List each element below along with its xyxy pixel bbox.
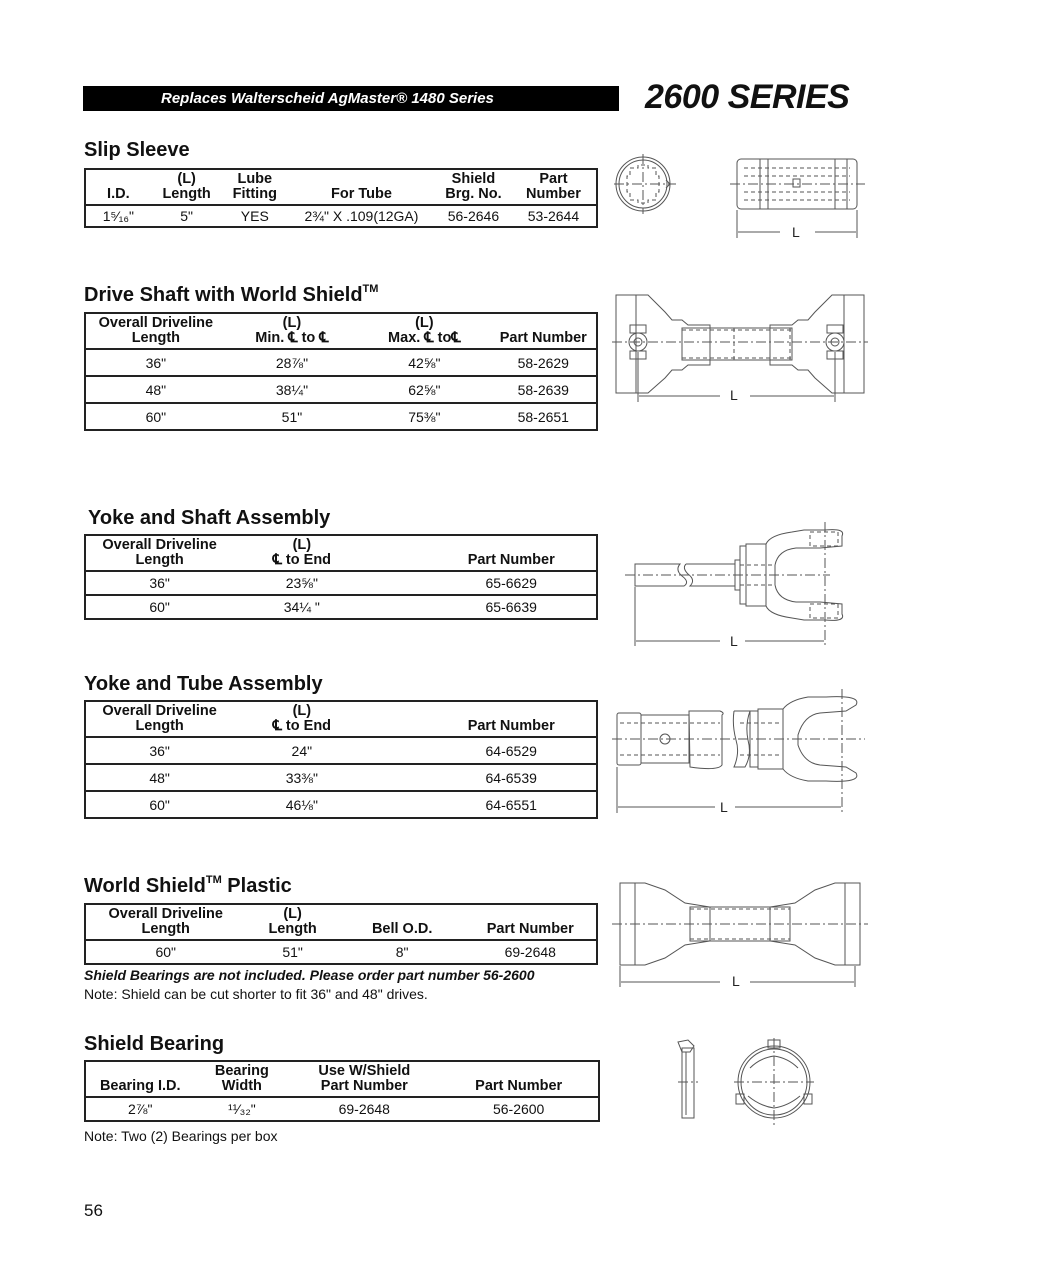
col-part-number: Part Number [499,330,587,346]
col-center-to-end: (L) ℄ to End [272,703,332,734]
drive-shaft-drawing [610,290,870,408]
slip-sleeve-drawing [610,150,870,245]
col-bell-od: Bell O.D. [371,921,433,937]
shield-bearing-table [84,1060,600,1122]
section-title-yoke-shaft: Yoke and Shaft Assembly [88,507,331,529]
table-row: 48" 38¼" 62⅝" 58-2639 [85,376,597,403]
col-part-number: Part Number [486,921,574,937]
col-bearing-id: Bearing I.D. [99,1078,181,1094]
bearings-per-box-note: Note: Two (2) Bearings per box [84,1128,278,1144]
section-title-slip-sleeve: Slip Sleeve [84,139,190,161]
drive-shaft-table [84,312,598,431]
table-row: 60" 51" 8" 69-2648 [85,940,597,964]
series-banner: Replaces Walterscheid AgMaster® 1480 Series [83,86,619,111]
svg-text:L: L [730,633,738,649]
col-part-number: Part Number [467,552,555,568]
shield-bearings-notice: Shield Bearings are not included. Please order part number 56-2600 [84,967,535,983]
svg-text:L: L [720,799,728,815]
col-overall-length: Overall Driveline Length [98,315,214,346]
table-row: 2⅞" ¹¹⁄₃₂" 69-2648 56-2600 [85,1097,599,1121]
col-shield-brg: Shield Brg. No. [445,171,502,202]
yoke-tube-table [84,700,598,819]
col-part-number: Part Number [526,171,581,202]
svg-text:L: L [792,224,800,240]
slip-sleeve-table [84,168,598,228]
shield-bearing-drawing [660,1030,830,1130]
table-row: 60" 46⅛" 64-6551 [85,791,597,818]
table-row: 1⁵⁄₁₆" 5" YES 2¾" X .109(12GA) 56-2646 53-2644 [85,205,597,227]
section-title-yoke-tube: Yoke and Tube Assembly [84,673,323,695]
col-for-tube: For Tube [331,186,392,202]
col-max-length: (L) Max. ℄ to℄ [388,315,461,346]
svg-text:L: L [730,387,738,403]
col-overall-length: Overall Driveline Length [102,703,217,734]
table-row: 60" 51" 75⅜" 58-2651 [85,403,597,430]
section-title-drive-shaft: Drive Shaft with World Shield™ [84,283,379,306]
table-row: 60" 34¼ " 65-6639 [85,595,597,619]
world-shield-drawing [610,875,870,995]
table-row: 36" 28⅞" 42⅝" 58-2629 [85,349,597,376]
yoke-tube-drawing [610,685,870,820]
col-part-number: Part Number [467,718,555,734]
series-title: 2600 SERIES [645,78,850,116]
col-min-length: (L) Min. ℄ to ℄ [255,315,329,346]
col-length: (L) Length [268,906,317,937]
section-title-shield-bearing: Shield Bearing [84,1033,225,1055]
table-row: 36" 23⅝" 65-6629 [85,571,597,595]
yoke-shaft-table [84,534,598,620]
svg-text:L: L [732,973,740,989]
col-lube-fitting: Lube Fitting [232,171,277,202]
col-center-to-end: (L) ℄ to End [272,537,332,568]
page-number: 56 [84,1201,103,1220]
shield-cut-note: Note: Shield can be cut shorter to fit 36" and 48" drives. [84,986,428,1002]
col-bearing-width: Bearing Width [214,1063,269,1094]
col-length: (L) Length [162,171,211,202]
col-part-number: Part Number [475,1078,563,1094]
col-overall-length: Overall Driveline Length [102,537,217,568]
col-id: I.D. [107,186,130,202]
table-row: 48" 33⅜" 64-6539 [85,764,597,791]
col-overall-length: Overall Driveline Length [108,906,223,937]
yoke-shaft-drawing [620,510,870,660]
section-title-world-shield: World Shield™ Plastic [84,874,292,897]
table-row: 36" 24" 64-6529 [85,737,597,764]
col-use-with-shield: Use W/Shield Part Number [318,1063,411,1094]
world-shield-table [84,903,598,965]
